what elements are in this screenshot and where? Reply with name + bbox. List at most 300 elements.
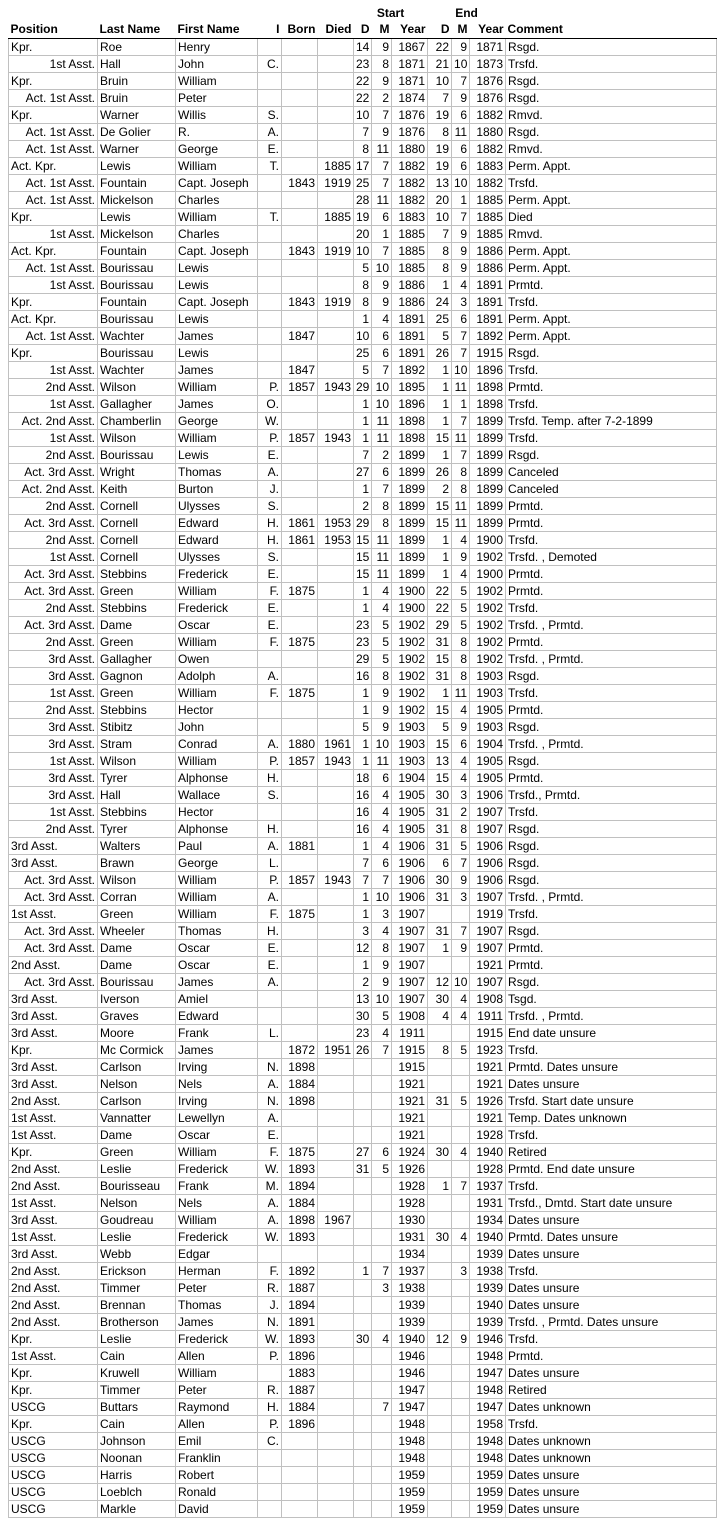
cell-last-name: Wachter	[98, 328, 176, 345]
cell-comment: Dates unsure	[506, 1467, 717, 1484]
cell-died	[318, 124, 354, 141]
cell-last-name: Bourissau	[98, 277, 176, 294]
cell-end-year: 1906	[470, 872, 506, 889]
cell-position: 2nd Asst.	[9, 532, 98, 549]
cell-comment: Rmvd.	[506, 226, 717, 243]
cell-end-day: 4	[428, 1008, 452, 1025]
cell-start-day: 5	[354, 362, 372, 379]
cell-born	[282, 804, 318, 821]
cell-comment: Tsgd.	[506, 991, 717, 1008]
cell-position: 2nd Asst.	[9, 702, 98, 719]
cell-comment: Trsfd. , Prmtd.	[506, 736, 717, 753]
cell-initial	[258, 345, 282, 362]
cell-end-year: 1886	[470, 243, 506, 260]
cell-end-month: 7	[452, 447, 470, 464]
cell-end-year: 1899	[470, 464, 506, 481]
cell-end-day: 13	[428, 753, 452, 770]
cell-first-name: Frank	[176, 1178, 258, 1195]
cell-start-month: 7	[372, 362, 392, 379]
cell-born: 1894	[282, 1297, 318, 1314]
cell-position: 3rd Asst.	[9, 991, 98, 1008]
cell-start-year: 1886	[392, 294, 428, 311]
cell-died: 1943	[318, 430, 354, 447]
cell-initial	[258, 651, 282, 668]
header-died: Died	[318, 21, 354, 39]
group-header-row	[9, 6, 717, 21]
cell-last-name: Webb	[98, 1246, 176, 1263]
table-row	[9, 549, 717, 566]
cell-end-year: 1882	[470, 107, 506, 124]
cell-last-name: Mc Cormick	[98, 1042, 176, 1059]
cell-comment: Prmtd. Dates unsure	[506, 1059, 717, 1076]
table-row	[9, 1331, 717, 1348]
cell-born: 1872	[282, 1042, 318, 1059]
cell-start-year: 1939	[392, 1314, 428, 1331]
cell-last-name: Green	[98, 1144, 176, 1161]
cell-start-year: 1915	[392, 1042, 428, 1059]
cell-end-year: 1915	[470, 1025, 506, 1042]
cell-end-year: 1940	[470, 1297, 506, 1314]
cell-initial	[258, 1450, 282, 1467]
cell-died	[318, 787, 354, 804]
cell-first-name: Henry	[176, 39, 258, 56]
cell-start-year: 1906	[392, 872, 428, 889]
cell-start-day: 12	[354, 940, 372, 957]
cell-start-month: 9	[372, 974, 392, 991]
cell-born	[282, 957, 318, 974]
cell-end-year: 1928	[470, 1127, 506, 1144]
cell-end-month: 11	[452, 124, 470, 141]
cell-position: Act. Kpr.	[9, 311, 98, 328]
cell-end-day: 29	[428, 617, 452, 634]
cell-end-month: 9	[452, 549, 470, 566]
cell-born	[282, 345, 318, 362]
cell-end-month: 7	[452, 1178, 470, 1195]
cell-start-year: 1911	[392, 1025, 428, 1042]
cell-initial: A.	[258, 1110, 282, 1127]
cell-initial: E.	[258, 617, 282, 634]
cell-died	[318, 362, 354, 379]
cell-end-day: 22	[428, 583, 452, 600]
cell-start-day	[354, 1365, 372, 1382]
table-row	[9, 736, 717, 753]
cell-last-name: Bourissau	[98, 974, 176, 991]
cell-initial: W.	[258, 1161, 282, 1178]
table-row	[9, 753, 717, 770]
cell-start-year: 1882	[392, 158, 428, 175]
cell-position: Act. 3rd Asst.	[9, 974, 98, 991]
cell-start-month: 11	[372, 753, 392, 770]
cell-first-name: Frederick	[176, 600, 258, 617]
cell-end-day: 1	[428, 413, 452, 430]
cell-start-month: 10	[372, 379, 392, 396]
table-row	[9, 1008, 717, 1025]
cell-last-name: Erickson	[98, 1263, 176, 1280]
cell-end-month: 11	[452, 685, 470, 702]
cell-died	[318, 1348, 354, 1365]
cell-comment: Rsgd.	[506, 872, 717, 889]
cell-start-month: 7	[372, 481, 392, 498]
cell-start-day	[354, 1467, 372, 1484]
cell-died: 1919	[318, 294, 354, 311]
start-group-header: Start	[376, 6, 405, 20]
cell-first-name: Raymond	[176, 1399, 258, 1416]
cell-end-day: 1	[428, 685, 452, 702]
cell-end-year: 1940	[470, 1229, 506, 1246]
cell-end-month: 1	[452, 396, 470, 413]
cell-initial: R.	[258, 1382, 282, 1399]
cell-end-day: 31	[428, 821, 452, 838]
cell-died	[318, 1450, 354, 1467]
cell-comment: Rsgd.	[506, 838, 717, 855]
cell-end-month	[452, 1348, 470, 1365]
cell-first-name: Thomas	[176, 464, 258, 481]
cell-died	[318, 821, 354, 838]
cell-end-day: 1	[428, 532, 452, 549]
cell-initial: S.	[258, 498, 282, 515]
table-row	[9, 260, 717, 277]
cell-end-month	[452, 1076, 470, 1093]
cell-initial	[258, 39, 282, 56]
cell-last-name: Stebbins	[98, 804, 176, 821]
cell-start-month	[372, 1093, 392, 1110]
cell-start-year: 1907	[392, 991, 428, 1008]
cell-last-name: Green	[98, 685, 176, 702]
cell-died	[318, 549, 354, 566]
cell-born	[282, 600, 318, 617]
cell-died	[318, 566, 354, 583]
cell-start-day: 29	[354, 515, 372, 532]
cell-start-year: 1907	[392, 957, 428, 974]
cell-start-day	[354, 1178, 372, 1195]
cell-start-day	[354, 1076, 372, 1093]
cell-born	[282, 158, 318, 175]
cell-last-name: Carlson	[98, 1059, 176, 1076]
cell-first-name: Owen	[176, 651, 258, 668]
table-row	[9, 396, 717, 413]
cell-end-day: 31	[428, 804, 452, 821]
cell-start-day: 20	[354, 226, 372, 243]
cell-born: 1896	[282, 1348, 318, 1365]
cell-end-month	[452, 906, 470, 923]
table-row	[9, 175, 717, 192]
table-row	[9, 804, 717, 821]
cell-start-day: 13	[354, 991, 372, 1008]
cell-start-year: 1939	[392, 1297, 428, 1314]
cell-end-day	[428, 1059, 452, 1076]
cell-start-year: 1926	[392, 1161, 428, 1178]
cell-first-name: Oscar	[176, 617, 258, 634]
table-row	[9, 1280, 717, 1297]
cell-initial: P.	[258, 1348, 282, 1365]
cell-initial: P.	[258, 430, 282, 447]
cell-died	[318, 396, 354, 413]
cell-end-year: 1938	[470, 1263, 506, 1280]
cell-comment: Perm. Appt.	[506, 243, 717, 260]
cell-position: 1st Asst.	[9, 396, 98, 413]
cell-comment: Trsfd.	[506, 1416, 717, 1433]
cell-start-month: 4	[372, 583, 392, 600]
cell-first-name: Alphonse	[176, 770, 258, 787]
cell-comment: Rsgd.	[506, 447, 717, 464]
cell-start-day: 3	[354, 923, 372, 940]
cell-born	[282, 107, 318, 124]
cell-died	[318, 634, 354, 651]
cell-first-name: Thomas	[176, 923, 258, 940]
cell-first-name: Frederick	[176, 1229, 258, 1246]
cell-start-day: 5	[354, 719, 372, 736]
cell-end-day: 19	[428, 141, 452, 158]
header-start-day: D	[354, 21, 372, 39]
cell-start-day: 17	[354, 158, 372, 175]
cell-position: 3rd Asst.	[9, 1025, 98, 1042]
cell-end-day: 1	[428, 396, 452, 413]
cell-position: 2nd Asst.	[9, 447, 98, 464]
cell-comment: Trsfd. , Prmtd.	[506, 889, 717, 906]
cell-end-day: 15	[428, 770, 452, 787]
cell-born	[282, 90, 318, 107]
cell-start-year: 1898	[392, 413, 428, 430]
cell-start-month: 9	[372, 957, 392, 974]
cell-first-name: William	[176, 889, 258, 906]
cell-end-year: 1939	[470, 1314, 506, 1331]
cell-end-year: 1903	[470, 719, 506, 736]
cell-end-month: 11	[452, 498, 470, 515]
cell-end-year: 1937	[470, 1178, 506, 1195]
table-row	[9, 855, 717, 872]
cell-died	[318, 107, 354, 124]
cell-start-year: 1882	[392, 192, 428, 209]
header-born: Born	[282, 21, 318, 39]
cell-initial	[258, 226, 282, 243]
cell-last-name: Buttars	[98, 1399, 176, 1416]
cell-end-day: 15	[428, 430, 452, 447]
cell-start-day	[354, 1297, 372, 1314]
cell-start-day: 18	[354, 770, 372, 787]
cell-initial	[258, 294, 282, 311]
cell-end-day: 31	[428, 634, 452, 651]
cell-comment: Prmtd.	[506, 379, 717, 396]
cell-position: Kpr.	[9, 107, 98, 124]
cell-end-year: 1882	[470, 175, 506, 192]
cell-initial: A.	[258, 1195, 282, 1212]
cell-initial	[258, 1042, 282, 1059]
cell-last-name: Vannatter	[98, 1110, 176, 1127]
cell-end-year: 1959	[470, 1484, 506, 1501]
cell-end-day: 15	[428, 651, 452, 668]
cell-end-month: 6	[452, 158, 470, 175]
cell-start-month	[372, 1416, 392, 1433]
cell-start-day	[354, 1127, 372, 1144]
cell-died: 1953	[318, 515, 354, 532]
cell-end-year: 1928	[470, 1161, 506, 1178]
cell-position: 2nd Asst.	[9, 498, 98, 515]
cell-end-day: 1	[428, 1178, 452, 1195]
cell-born	[282, 787, 318, 804]
cell-end-day: 1	[428, 447, 452, 464]
cell-first-name: Capt. Joseph	[176, 243, 258, 260]
cell-born	[282, 396, 318, 413]
cell-died	[318, 192, 354, 209]
table-row	[9, 328, 717, 345]
cell-start-day: 1	[354, 430, 372, 447]
cell-start-year: 1902	[392, 651, 428, 668]
table-row	[9, 1144, 717, 1161]
cell-start-year: 1896	[392, 396, 428, 413]
cell-position: USCG	[9, 1501, 98, 1518]
cell-end-month	[452, 1280, 470, 1297]
cell-end-year: 1899	[470, 447, 506, 464]
table-row	[9, 379, 717, 396]
cell-start-day: 8	[354, 277, 372, 294]
cell-last-name: Bourissau	[98, 345, 176, 362]
cell-start-year: 1885	[392, 243, 428, 260]
cell-start-day	[354, 1195, 372, 1212]
cell-end-month	[452, 957, 470, 974]
cell-born: 1861	[282, 532, 318, 549]
table-row	[9, 838, 717, 855]
cell-end-year: 1886	[470, 260, 506, 277]
cell-position: 3rd Asst.	[9, 838, 98, 855]
cell-start-month: 4	[372, 923, 392, 940]
cell-initial: T.	[258, 209, 282, 226]
cell-last-name: Bourisseau	[98, 1178, 176, 1195]
cell-position: 3rd Asst.	[9, 855, 98, 872]
cell-start-month: 9	[372, 294, 392, 311]
table-row	[9, 923, 717, 940]
cell-born: 1898	[282, 1093, 318, 1110]
cell-end-year: 1899	[470, 413, 506, 430]
cell-last-name: Nelson	[98, 1195, 176, 1212]
cell-start-day	[354, 1110, 372, 1127]
cell-last-name: Cornell	[98, 549, 176, 566]
cell-comment: Rsgd.	[506, 974, 717, 991]
cell-comment: Perm. Appt.	[506, 192, 717, 209]
cell-start-year: 1902	[392, 617, 428, 634]
cell-end-month: 10	[452, 56, 470, 73]
cell-start-year: 1930	[392, 1212, 428, 1229]
cell-died	[318, 1110, 354, 1127]
cell-initial: P.	[258, 1416, 282, 1433]
table-row	[9, 464, 717, 481]
header-end-year: Year	[470, 21, 506, 39]
cell-start-day	[354, 1348, 372, 1365]
cell-end-month: 11	[452, 515, 470, 532]
cell-start-month: 6	[372, 328, 392, 345]
cell-last-name: Hall	[98, 56, 176, 73]
cell-comment: Prmtd.	[506, 1348, 717, 1365]
cell-position: USCG	[9, 1484, 98, 1501]
cell-start-year: 1903	[392, 753, 428, 770]
cell-end-year: 1882	[470, 141, 506, 158]
cell-start-month	[372, 1110, 392, 1127]
cell-end-month	[452, 1416, 470, 1433]
cell-end-year: 1934	[470, 1212, 506, 1229]
cell-initial: E.	[258, 141, 282, 158]
cell-start-month: 8	[372, 498, 392, 515]
cell-start-month	[372, 1246, 392, 1263]
cell-end-month: 8	[452, 464, 470, 481]
cell-end-day	[428, 1280, 452, 1297]
cell-end-year: 1926	[470, 1093, 506, 1110]
cell-last-name: Dame	[98, 617, 176, 634]
cell-end-day: 20	[428, 192, 452, 209]
cell-last-name: Dame	[98, 1127, 176, 1144]
cell-end-day: 8	[428, 243, 452, 260]
table-row	[9, 787, 717, 804]
cell-died	[318, 889, 354, 906]
cell-born	[282, 260, 318, 277]
cell-born	[282, 1008, 318, 1025]
cell-position: Kpr.	[9, 1365, 98, 1382]
cell-start-year: 1938	[392, 1280, 428, 1297]
cell-start-day: 1	[354, 702, 372, 719]
cell-start-day: 15	[354, 532, 372, 549]
cell-last-name: Markle	[98, 1501, 176, 1518]
cell-start-year: 1900	[392, 600, 428, 617]
cell-start-month: 8	[372, 515, 392, 532]
cell-start-year: 1902	[392, 702, 428, 719]
cell-position: 1st Asst.	[9, 1110, 98, 1127]
cell-comment: Rsgd.	[506, 668, 717, 685]
cell-died	[318, 617, 354, 634]
cell-comment: Prmtd. End date unsure	[506, 1161, 717, 1178]
cell-last-name: Cain	[98, 1416, 176, 1433]
cell-end-month: 7	[452, 923, 470, 940]
cell-start-year: 1947	[392, 1382, 428, 1399]
cell-start-year: 1891	[392, 311, 428, 328]
cell-comment: Rsgd.	[506, 855, 717, 872]
cell-start-day: 16	[354, 787, 372, 804]
cell-start-year: 1934	[392, 1246, 428, 1263]
cell-last-name: Graves	[98, 1008, 176, 1025]
cell-end-month: 4	[452, 277, 470, 294]
cell-end-month	[452, 1399, 470, 1416]
cell-end-day	[428, 1382, 452, 1399]
cell-end-month	[452, 1484, 470, 1501]
cell-died	[318, 464, 354, 481]
cell-first-name: Allen	[176, 1416, 258, 1433]
cell-born: 1875	[282, 685, 318, 702]
cell-position: Act. 2nd Asst.	[9, 481, 98, 498]
cell-end-day: 1	[428, 549, 452, 566]
cell-comment: Trsfd.	[506, 1042, 717, 1059]
cell-born: 1887	[282, 1280, 318, 1297]
cell-initial: A.	[258, 974, 282, 991]
cell-born	[282, 464, 318, 481]
cell-died	[318, 702, 354, 719]
cell-initial: S.	[258, 107, 282, 124]
cell-end-year: 1905	[470, 753, 506, 770]
cell-initial	[258, 73, 282, 90]
cell-died: 1961	[318, 736, 354, 753]
cell-start-year: 1948	[392, 1416, 428, 1433]
cell-end-month	[452, 1110, 470, 1127]
table-row	[9, 583, 717, 600]
cell-initial: L.	[258, 855, 282, 872]
cell-start-month: 11	[372, 532, 392, 549]
cell-born: 1847	[282, 328, 318, 345]
cell-initial: C.	[258, 1433, 282, 1450]
cell-end-month: 4	[452, 702, 470, 719]
cell-born	[282, 991, 318, 1008]
table-row	[9, 1161, 717, 1178]
cell-start-day: 27	[354, 1144, 372, 1161]
cell-died: 1885	[318, 158, 354, 175]
cell-start-month: 10	[372, 260, 392, 277]
table-row	[9, 90, 717, 107]
cell-first-name: William	[176, 906, 258, 923]
